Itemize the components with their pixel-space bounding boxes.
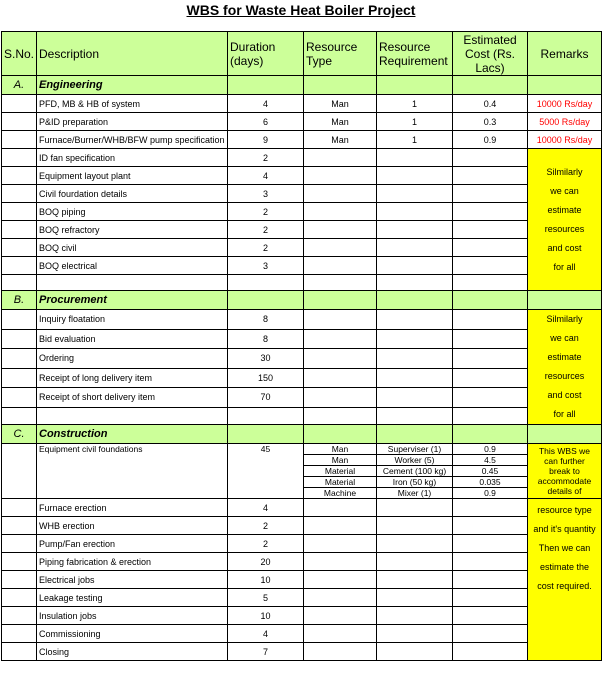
blank-row [2,407,602,424]
task-duration: 4 [228,625,304,643]
table-row [2,203,602,221]
header-cost: Estimated Cost (Rs. Lacs) [453,32,528,76]
task-description: BOQ civil [37,239,228,257]
task-duration: 8 [228,310,304,330]
remark-line: for all [553,409,576,419]
task-duration: 10 [228,571,304,589]
table-row [2,571,602,589]
resource-requirement: Iron (50 kg) [377,477,453,488]
task-duration: 20 [228,553,304,571]
task-duration: 10 [228,607,304,625]
table-row [2,310,602,330]
remark-line: resource type [537,505,592,515]
remark-line: estimate [547,204,582,215]
task-duration: 150 [228,368,304,388]
task-duration: 2 [228,221,304,239]
remark-line: and cost [547,390,582,400]
remark-line: we can [550,185,579,196]
task-description: P&ID preparation [37,113,228,131]
remark-line: and cost [547,242,582,253]
task-description: Bid evaluation [37,329,228,349]
estimated-cost: 0.9 [453,131,528,149]
task-duration: 2 [228,203,304,221]
task-description: Pump/Fan erection [37,535,228,553]
task-description: PFD, MB & HB of system [37,95,228,113]
task-duration: 6 [228,113,304,131]
remarks-note-construction-top [528,444,602,499]
task-duration: 70 [228,388,304,408]
resource-type: Machine [304,488,377,499]
remark-line: Silmilarly [546,166,583,177]
table-row [2,167,602,185]
header-row [2,32,602,76]
task-description: Ordering [37,349,228,369]
estimated-cost: 4.5 [453,455,528,466]
header-resource-requirement: Resource Requirement [377,32,453,76]
task-description: Equipment civil foundations [37,444,228,499]
remark-line: and it's quantity [533,524,596,534]
task-duration: 7 [228,643,304,661]
table-row [2,499,602,517]
resource-requirement: Superviser (1) [377,444,453,455]
estimated-cost: 0.3 [453,113,528,131]
task-description: Leakage testing [37,589,228,607]
remark-line: for all [553,261,576,272]
remark-rate: 5000 Rs/day [528,113,602,131]
section-sno: C. [2,425,37,444]
section-engineering [2,76,602,95]
remark-line: we can [550,333,579,343]
task-description: Insulation jobs [37,607,228,625]
task-description: Furnace/Burner/WHB/BFW pump specification [37,131,228,149]
resource-requirement: 1 [377,131,453,149]
remark-line: Then we can [538,543,591,553]
estimated-cost: 0.45 [453,466,528,477]
section-sno: B. [2,291,37,310]
table-row [2,607,602,625]
task-duration: 2 [228,149,304,167]
resource-requirement: Cement (100 kg) [377,466,453,477]
remark-line: estimate [547,352,582,362]
task-description: Electrical jobs [37,571,228,589]
resource-type: Man [304,455,377,466]
resource-type: Material [304,466,377,477]
resource-type: Man [304,444,377,455]
task-description: WHB erection [37,517,228,535]
resource-type: Man [304,131,377,149]
remark-line: break to [549,466,580,476]
section-name: Engineering [37,76,228,95]
remarks-note-engineering [528,149,602,291]
remarks-note-construction-bottom [528,499,602,661]
table-row [2,221,602,239]
table-row [2,625,602,643]
page-title: WBS for Waste Heat Boiler Project [186,2,416,18]
resource-type: Man [304,113,377,131]
table-row [2,257,602,275]
section-sno: A. [2,76,37,95]
table-row [2,368,602,388]
remark-rate: 10000 Rs/day [528,131,602,149]
estimated-cost: 0.4 [453,95,528,113]
task-description: BOQ refractory [37,221,228,239]
task-description: BOQ piping [37,203,228,221]
task-description: Closing [37,643,228,661]
task-duration: 2 [228,517,304,535]
task-description: Piping fabrication & erection [37,553,228,571]
task-duration: 4 [228,499,304,517]
estimated-cost: 0.9 [453,488,528,499]
section-name: Procurement [37,291,228,310]
table-row [2,535,602,553]
task-description: Civil fourdation details [37,185,228,203]
resource-requirement: 1 [377,95,453,113]
task-description: Receipt of long delivery item [37,368,228,388]
resource-requirement: Worker (5) [377,455,453,466]
task-description: ID fan specification [37,149,228,167]
wbs-table [1,31,602,661]
remarks-note-procurement [528,310,602,425]
task-duration: 2 [228,535,304,553]
header-duration: Duration (days) [228,32,304,76]
table-row [2,149,602,167]
table-row [2,643,602,661]
remark-line: This WBS we [538,446,590,456]
blank-row [2,275,602,291]
table-row [2,329,602,349]
table-row [2,95,602,113]
remark-line: accommodate [537,476,592,486]
task-duration: 3 [228,185,304,203]
remark-line: resources [544,223,585,234]
table-row [2,553,602,571]
task-duration: 4 [228,95,304,113]
task-description: Furnace erection [37,499,228,517]
task-description: Receipt of short delivery item [37,388,228,408]
header-sno: S.No. [2,32,37,76]
estimated-cost: 0.035 [453,477,528,488]
section-name: Construction [37,425,228,444]
remark-line: cost required. [537,581,592,591]
remark-line: Silmilarly [546,314,583,324]
header-description: Description [37,32,228,76]
task-description: Commissioning [37,625,228,643]
task-description: Equipment layout plant [37,167,228,185]
task-duration: 4 [228,167,304,185]
remark-line: can further [544,456,585,466]
table-row [2,131,602,149]
resource-requirement: Mixer (1) [377,488,453,499]
section-construction [2,425,602,444]
resource-type: Material [304,477,377,488]
table-row [2,113,602,131]
task-duration: 2 [228,239,304,257]
header-remarks: Remarks [528,32,602,76]
table-row [2,185,602,203]
resource-requirement: 1 [377,113,453,131]
task-duration: 30 [228,349,304,369]
table-row [2,388,602,408]
task-duration: 3 [228,257,304,275]
resource-type: Man [304,95,377,113]
table-row [2,239,602,257]
remark-line: details of [547,486,582,496]
header-resource-type: Resource Type [304,32,377,76]
table-row [2,517,602,535]
task-duration: 45 [228,444,304,499]
remark-line: resources [544,371,585,381]
remark-rate: 10000 Rs/day [528,95,602,113]
table-row [2,589,602,607]
task-duration: 9 [228,131,304,149]
task-description: BOQ electrical [37,257,228,275]
section-procurement [2,291,602,310]
task-duration: 5 [228,589,304,607]
task-duration: 8 [228,329,304,349]
estimated-cost: 0.9 [453,444,528,455]
table-row [2,349,602,369]
remark-line: estimate the [539,562,590,572]
table-row [2,444,602,455]
task-description: Inquiry floatation [37,310,228,330]
